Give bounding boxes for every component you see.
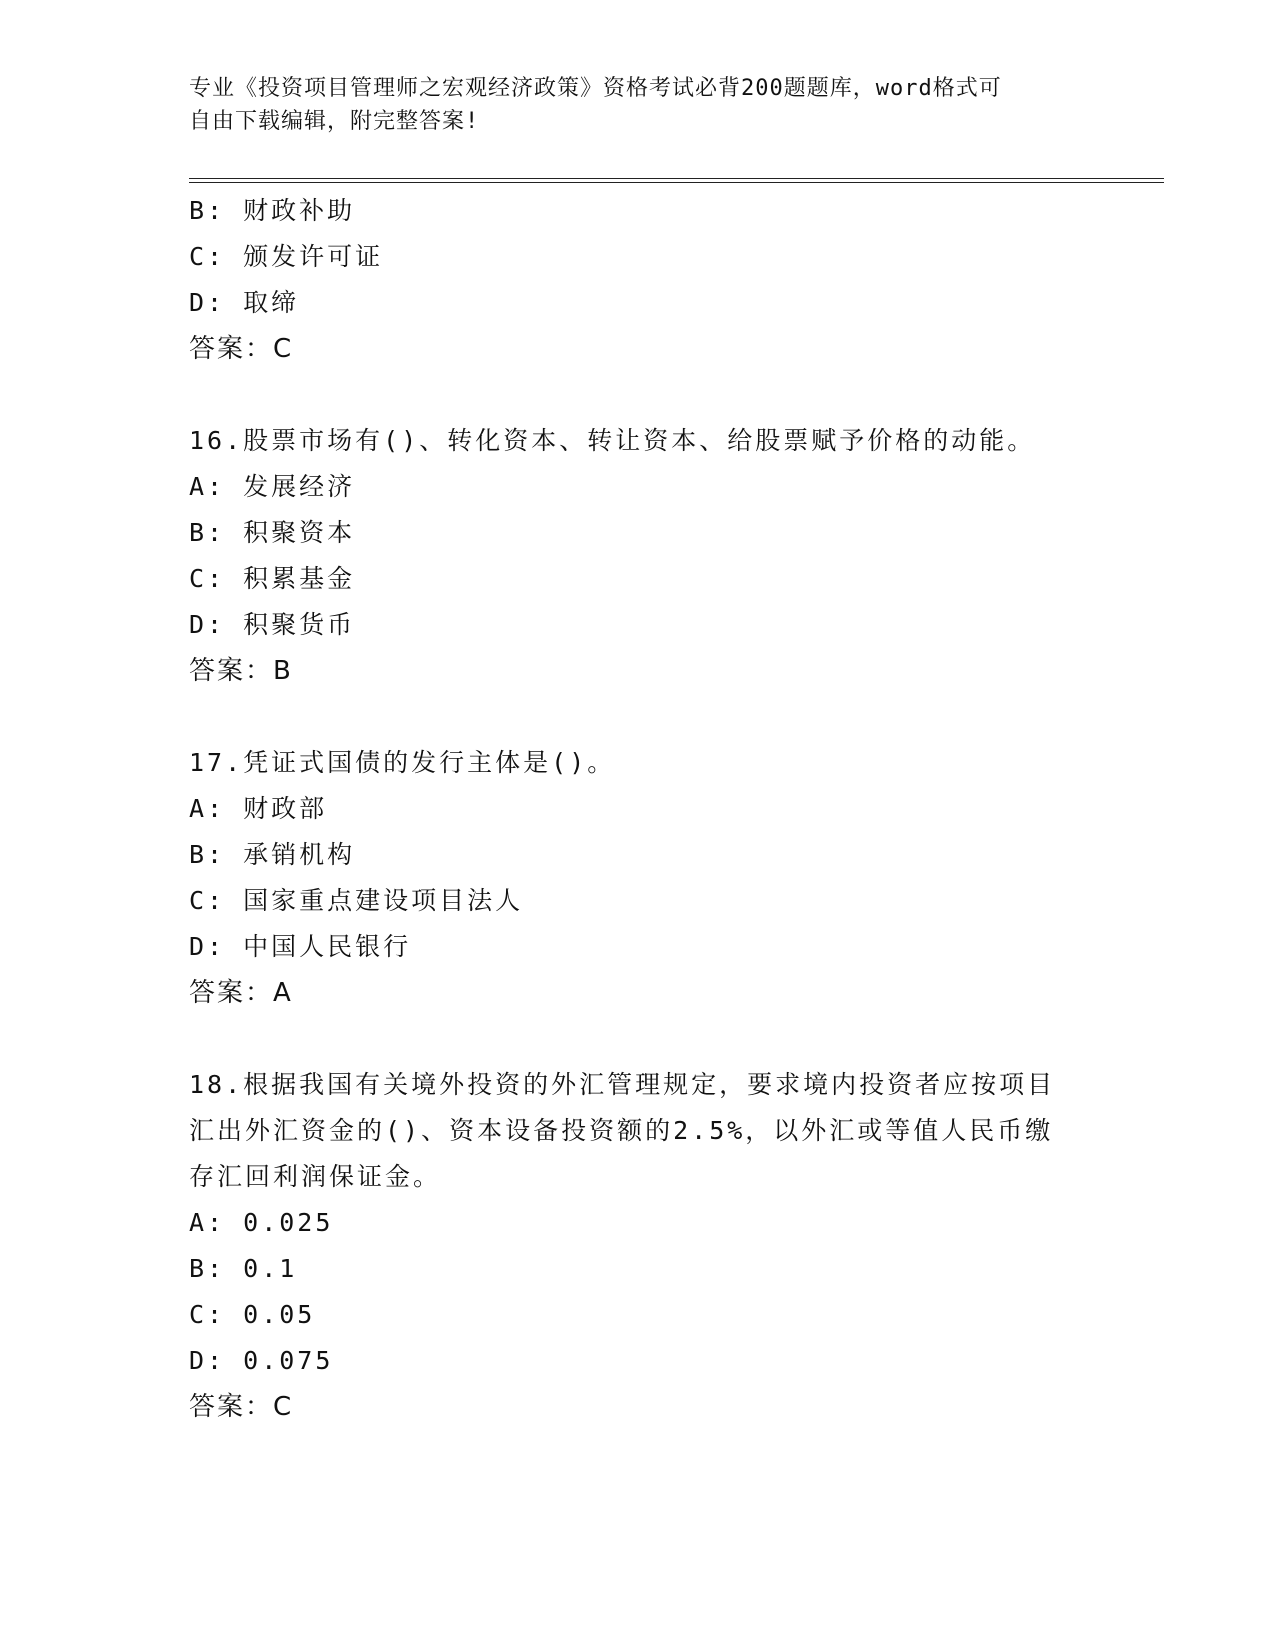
option-b: B: 0.1 (189, 1254, 298, 1283)
header-line-2: 自由下载编辑，附完整答案! (189, 109, 480, 134)
answer-line: 答案：C (189, 334, 294, 364)
question-stem: 17.凭证式国债的发行主体是()。 (189, 748, 616, 777)
option-d: D: 取缔 (189, 288, 300, 317)
partial-question (189, 188, 1089, 372)
answer-line: 答案：A (189, 978, 293, 1008)
option-c: C: 国家重点建设项目法人 (189, 886, 524, 915)
option-c: C: 0.05 (189, 1300, 316, 1329)
question-18 (189, 1062, 1089, 1430)
document-header (189, 72, 1089, 138)
option-b: B: 积聚资本 (189, 518, 356, 547)
option-b: B: 承销机构 (189, 840, 356, 869)
spacer (189, 372, 1089, 418)
spacer (189, 1016, 1089, 1062)
question-stem-line-1: 18.根据我国有关境外投资的外汇管理规定，要求境内投资者应按项目 (189, 1070, 1056, 1099)
question-stem-line-2: 汇出外汇资金的()、资本设备投资额的2.5%，以外汇或等值人民币缴 (189, 1116, 1054, 1145)
answer-line: 答案：B (189, 656, 293, 686)
option-a: A: 财政部 (189, 794, 328, 823)
question-17 (189, 740, 1089, 1016)
option-d: D: 0.075 (189, 1346, 334, 1375)
option-a: A: 0.025 (189, 1208, 334, 1237)
option-c: C: 积累基金 (189, 564, 356, 593)
question-stem-line-3: 存汇回利润保证金。 (189, 1162, 442, 1191)
option-d: D: 中国人民银行 (189, 932, 412, 961)
option-c: C: 颁发许可证 (189, 242, 384, 271)
option-d: D: 积聚货币 (189, 610, 356, 639)
option-a: A: 发展经济 (189, 472, 356, 501)
answer-line: 答案：C (189, 1392, 294, 1422)
question-16 (189, 418, 1089, 694)
header-divider (189, 178, 1164, 183)
header-line-1: 专业《投资项目管理师之宏观经济政策》资格考试必背200题题库，word格式可 (189, 76, 1002, 101)
spacer (189, 694, 1089, 740)
question-stem: 16.股票市场有()、转化资本、转让资本、给股票赋予价格的动能。 (189, 426, 1036, 455)
option-b: B: 财政补助 (189, 196, 356, 225)
question-list (189, 188, 1089, 1430)
